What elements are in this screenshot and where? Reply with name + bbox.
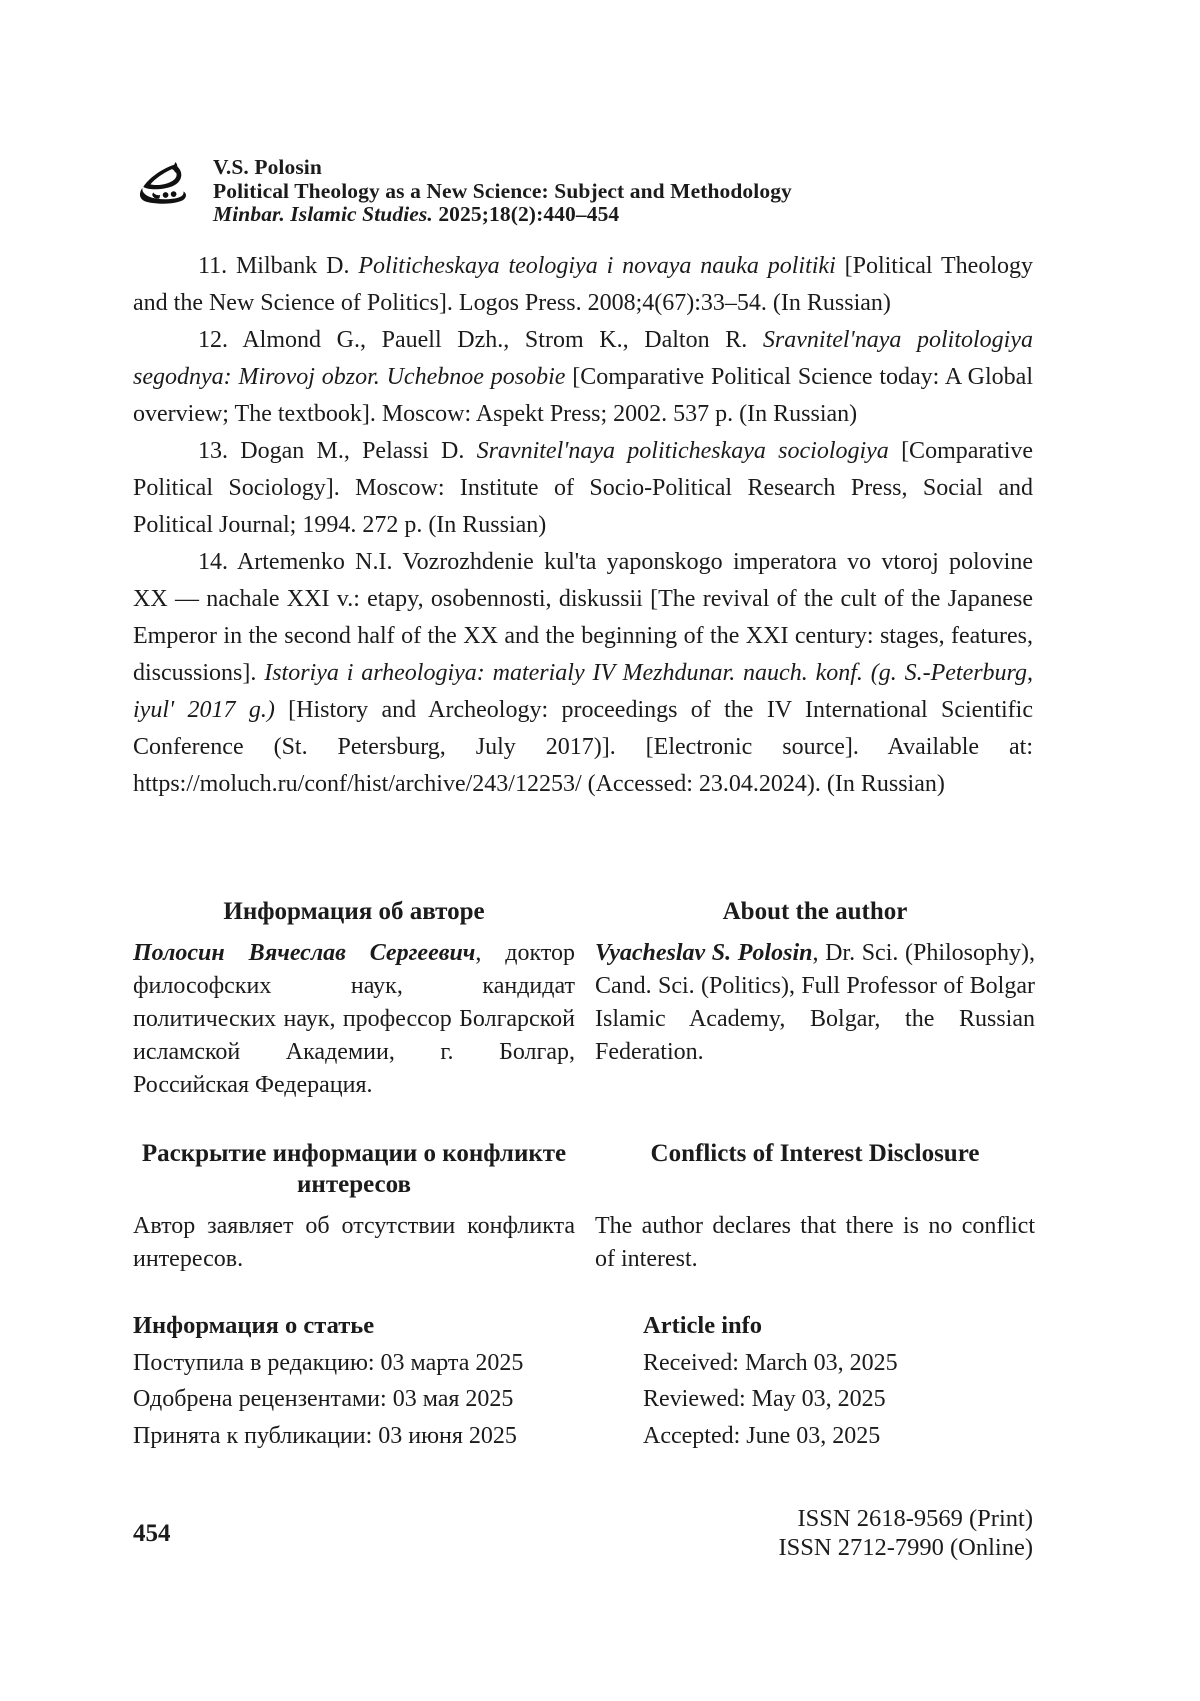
article-info-reviewed-ru: Одобрена рецензентами: 03 мая 2025 <box>133 1386 514 1412</box>
article-info-section <box>133 1308 1035 1454</box>
conflicts-text-ru: Автор заявляет об отсутствии конфликта интересов. <box>133 1213 575 1272</box>
conflicts-section <box>133 1138 1035 1276</box>
article-info-received-en: Received: March 03, 2025 <box>643 1349 898 1376</box>
article-info-col-ru <box>133 1308 643 1454</box>
article-info-accepted-en: Accepted: June 03, 2025 <box>643 1422 881 1449</box>
article-info-heading-en: Article info <box>643 1312 763 1339</box>
about-author-text-en <box>595 937 1035 1102</box>
header-article-title: Political Theology as a New Science: Subject and Methodology <box>213 178 792 203</box>
minbar-logo-icon <box>133 162 191 212</box>
about-author-heading-en: About the author <box>722 898 908 925</box>
article-info-heading-ru: Информация о статье <box>133 1312 375 1339</box>
article-info-accepted-ru: Принята к публикации: 03 июня 2025 <box>133 1422 517 1449</box>
page-number: 454 <box>133 1520 171 1547</box>
reference-title-translit: Istoriya i arheologiya: materialy IV Mezhdunar. nauch. konf. (g. S.-Peterburg, iyul' 2017 g.) <box>133 660 1034 723</box>
header-author: V.S. Polosin <box>213 155 322 179</box>
reference-text: 13. Dogan M., Pelassi D. <box>198 438 477 464</box>
reference-item <box>133 433 1033 544</box>
article-info-col-en <box>643 1308 1035 1454</box>
issn-online: ISSN 2712-7990 (Online) <box>778 1533 1033 1561</box>
reference-text: [History and Archeology: proceedings of the IV International Scientific Conference (St. Petersburg, July 2017)]. [Electronic source]. Available at: https://moluch.ru/conf/hist/archive/243/12253/ (Accessed: 23.04.2024). (In Russian) <box>133 697 1033 797</box>
reference-text: [Comparative Political Science today: A Global overview; The textbook]. Moscow: Aspekt Press; 2002. 537 p. (In Russian) <box>133 364 1034 427</box>
reference-text: 12. Almond G., Pauell Dzh., Strom K., Dalton R. <box>198 327 763 353</box>
author-name-ru: Полосин Вячеслав Сергеевич <box>133 940 476 966</box>
reference-text: [Political Theology and the New Science of Politics]. Logos Press. 2008;4(67):33–54. (In Russian) <box>133 253 1033 316</box>
journal-issue: 2025;18(2):440–454 <box>432 202 620 226</box>
author-name-en: Vyacheslav S. Polosin <box>595 940 813 966</box>
journal-header <box>133 156 792 227</box>
header-journal-citation <box>213 203 792 227</box>
article-info-received-ru: Поступила в редакцию: 03 марта 2025 <box>133 1349 524 1376</box>
reference-text: 11. Milbank D. <box>198 253 359 279</box>
about-author-heading-ru: Информация об авторе <box>223 898 485 925</box>
issn-print: ISSN 2618-9569 (Print) <box>797 1505 1033 1532</box>
reference-title-translit: Sravnitel'naya politicheskaya sociologiya <box>476 438 889 464</box>
article-info-reviewed-en: Reviewed: May 03, 2025 <box>643 1386 886 1412</box>
journal-name: Minbar. Islamic Studies. <box>213 202 433 226</box>
conflicts-heading-ru: Раскрытие информации о конфликте интересов <box>141 1140 567 1198</box>
author-bio-en: , Dr. Sci. (Philosophy), Cand. Sci. (Politics), Full Professor of Bolgar Islamic Academy, Bolgar, the Russian Federation. <box>595 940 1035 1065</box>
reference-item <box>133 544 1033 803</box>
references-list <box>133 248 1033 803</box>
reference-text: [Comparative Political Sociology]. Moscow: Institute of Socio-Political Research Press, Social and Political Journal; 1994. 272 p. (In Russian) <box>133 438 1034 538</box>
about-author-text-ru <box>133 937 575 1102</box>
reference-title-translit: Politicheskaya teologiya i novaya nauka politiki <box>358 253 836 279</box>
author-bio-ru: , доктор философских наук, кандидат политических наук, профессор Болгарской исламской Академии, г. Болгар, Российская Федерация. <box>133 940 576 1098</box>
reference-text: 14. Artemenko N.I. Vozrozhdenie kul'ta yaponskogo imperatora vo vtoroj polovine XX — nachale XXI v.: etapy, osobennosti, diskussii [The revival of the cult of the Japanese Emperor in the second half of the XX and the beginning of the XXI century: stages, features, discussions]. <box>133 549 1033 686</box>
conflicts-text-en: The author declares that there is no conflict of interest. <box>595 1213 1035 1272</box>
conflicts-heading-en: Conflicts of Interest Disclosure <box>650 1140 980 1167</box>
issn-block <box>778 1505 1033 1562</box>
reference-item <box>133 322 1033 433</box>
about-author-section <box>133 896 1035 1102</box>
reference-title-translit: Sravnitel'naya politologiya segodnya: Mirovoj obzor. Uchebnoe posobie <box>133 327 1033 390</box>
reference-item <box>133 248 1033 322</box>
header-text-block <box>213 156 792 227</box>
